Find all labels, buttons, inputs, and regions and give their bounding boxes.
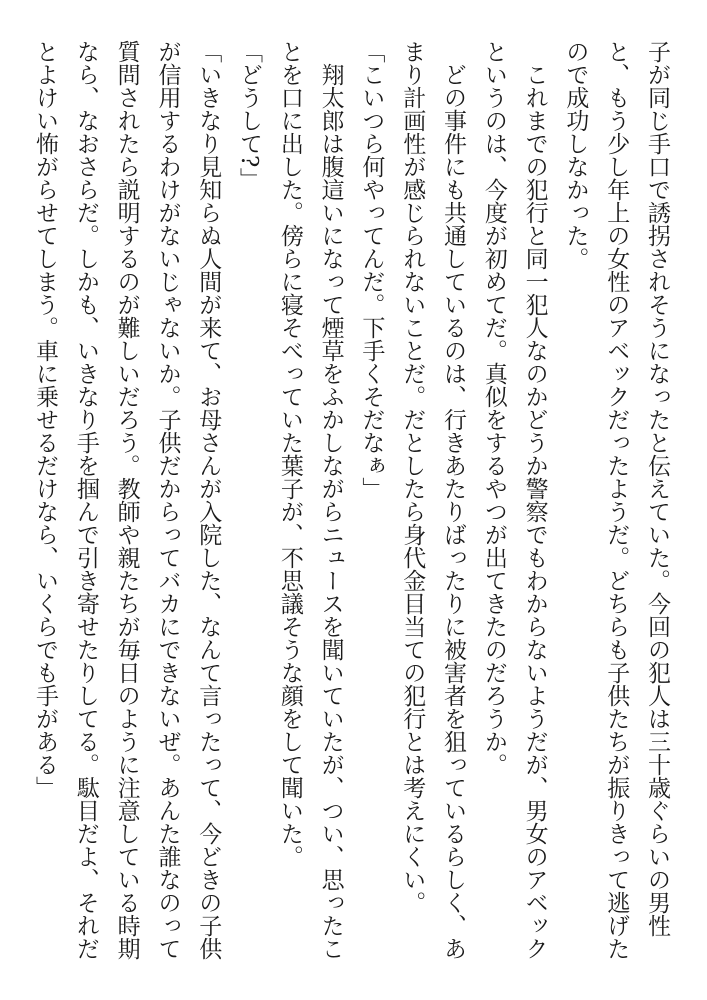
dialogue-2: 「どうして?」 <box>236 40 263 191</box>
paragraph-2: これまでの犯行と同一犯人なのかどうか警察でもわからないようだが、男女のアベックというのは、今度が初めてだ。真似をするやつが出てきたのだろうか。 <box>480 40 548 960</box>
paragraph-3: どの事件にも共通しているのは、行きあたりばったりに被害者を狙っているらしく、あまり計画性が感じられないことだ。だとしたら身代金目当ての犯行とは考えにくい。 <box>399 40 467 960</box>
dialogue-1: 「こいつら何やってんだ。下手くそだなぁ」 <box>358 40 385 500</box>
paragraph-1: 子が同じ手口で誘拐されそうになったと伝えていた。今回の犯人は三十歳ぐらいの男性と、もう少し年上の女性のアベックだったようだ。どちらも子供たちが振りきって逃げたので成功しなかった。 <box>562 40 670 960</box>
vertical-text-body <box>24 40 677 970</box>
paragraph-4: 翔太郎は腹這いになって煙草をふかしながらニュースを聞いていたが、つい、思ったことを口に出した。傍らに寝そべっていた葉子が、不思議そうな顔をして聞いた。 <box>276 40 344 960</box>
dialogue-3: 「いきなり見知らぬ人間が来て、お母さんが入院した、なんて言ったって、今どきの子供が信用するわけがないじゃないか。子供だからってバカにできないぜ。あんた誰なのって質問されたら説明するのが難しいだろう。教師や親たちが毎日のように注意している時期なら、なおさらだ。しかも、いきなり手を掴んで引き寄せたりしてる。駄目だよ、それだとよけい怖がらせてしまう。車に乗せるだけなら、いくらでも手がある」 <box>32 40 222 960</box>
